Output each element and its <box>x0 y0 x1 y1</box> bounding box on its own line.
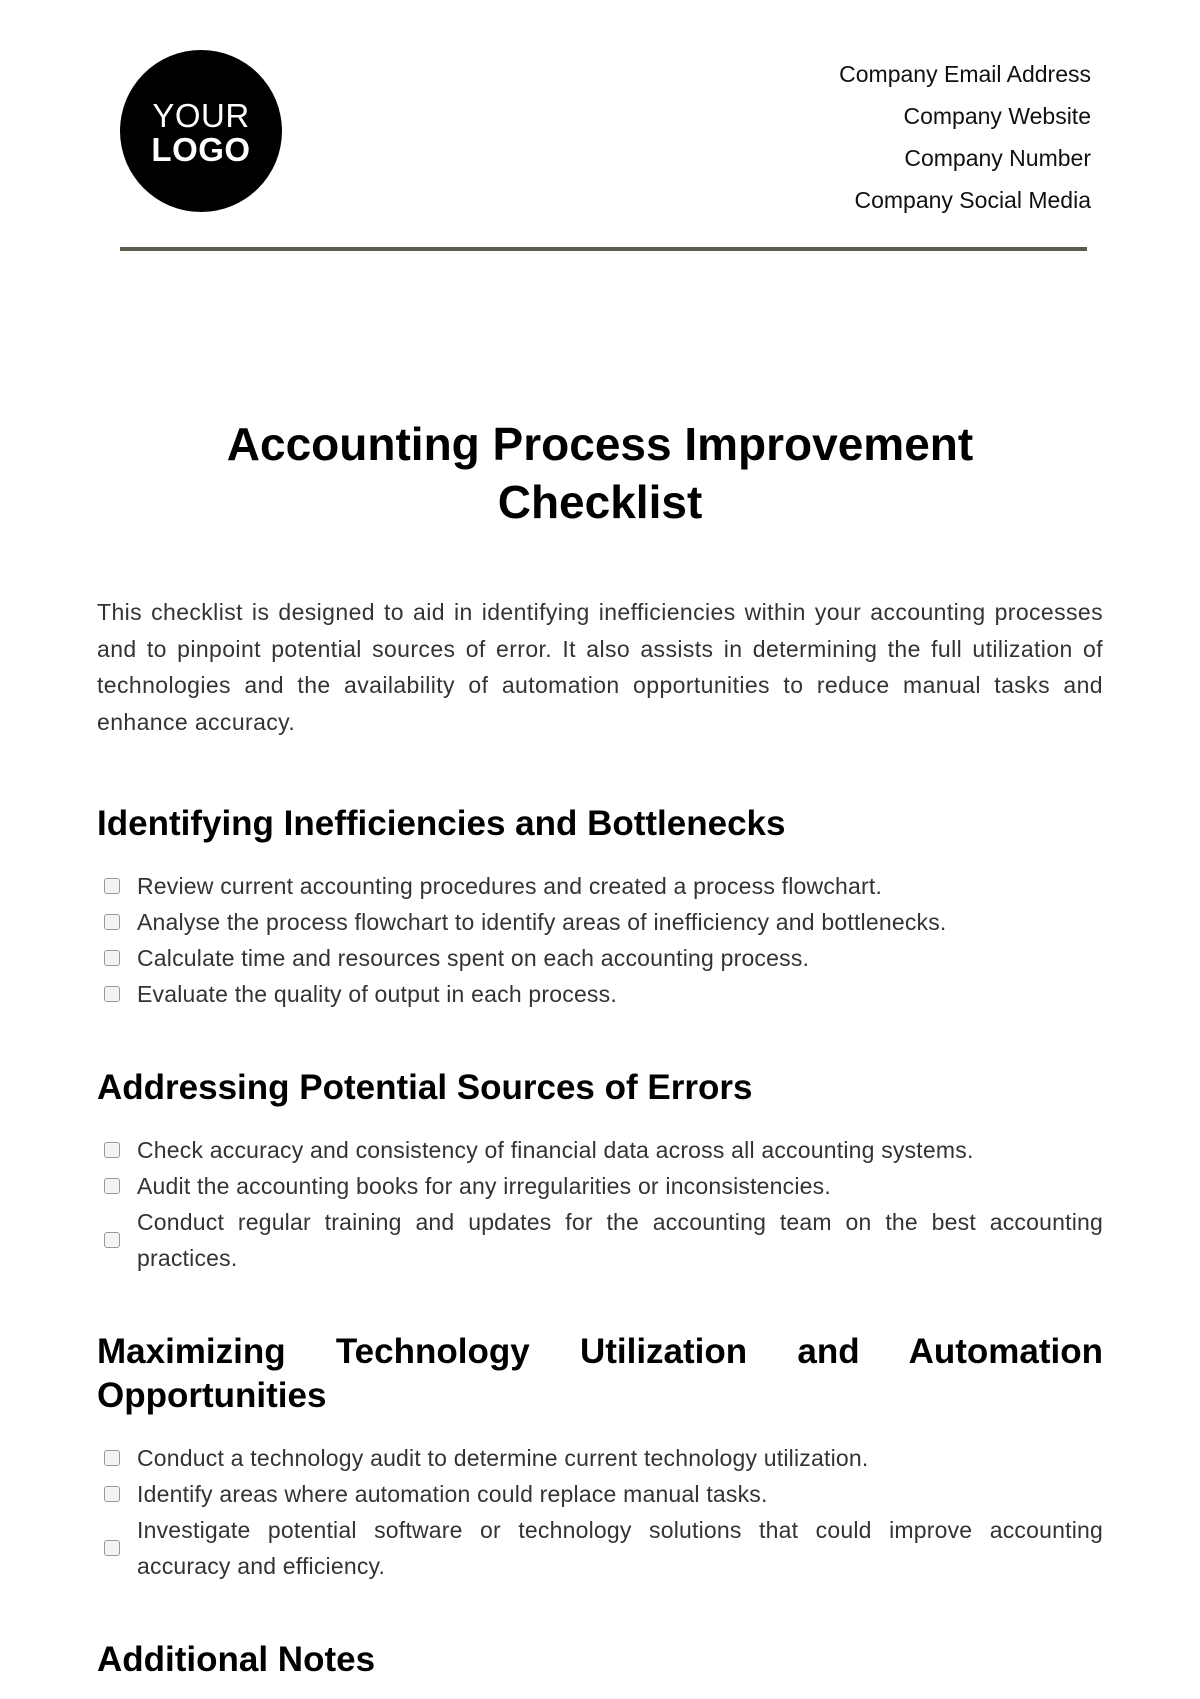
company-logo <box>120 50 282 212</box>
checkbox[interactable] <box>104 1178 120 1194</box>
checklist-item <box>97 1476 1103 1512</box>
checklist-item-text: Review current accounting procedures and created a process flowchart. <box>137 873 883 899</box>
checklist-inefficiencies <box>97 868 1103 1012</box>
checklist-item-text: Identify areas where automation could replace manual tasks. <box>137 1481 768 1507</box>
checkbox[interactable] <box>104 986 120 1002</box>
checklist-item <box>97 1440 1103 1476</box>
checkbox[interactable] <box>104 1540 120 1556</box>
checklist-item-text: Analyse the process flowchart to identify areas of inefficiency and bottlenecks. <box>137 909 947 935</box>
company-number: Company Number <box>904 145 1091 171</box>
section-heading-errors: Addressing Potential Sources of Errors <box>97 1068 753 1107</box>
document-title: Accounting Process Improvement Checklist <box>226 418 974 528</box>
checklist-item <box>97 976 1103 1012</box>
checkbox[interactable] <box>104 1486 120 1502</box>
checkbox[interactable] <box>104 1450 120 1466</box>
checklist-errors <box>97 1132 1103 1276</box>
document-body <box>97 594 1103 1682</box>
checklist-item <box>97 940 1103 976</box>
header-divider <box>120 247 1087 251</box>
checkbox[interactable] <box>104 914 120 930</box>
checklist-technology <box>97 1440 1103 1584</box>
checkbox[interactable] <box>104 878 120 894</box>
section-heading-inefficiencies: Identifying Inefficiencies and Bottlenecks <box>97 804 786 843</box>
checkbox[interactable] <box>104 1142 120 1158</box>
company-email: Company Email Address <box>839 61 1091 87</box>
company-contact-block <box>839 53 1091 221</box>
checkbox[interactable] <box>104 1232 120 1248</box>
checklist-item <box>97 1204 1103 1276</box>
intro-paragraph: This checklist is designed to aid in identifying inefficiencies within your accounting processes and to pinpoint potential sources of error. It also assists in determining the full utilization of technologies and the availability of automation opportunities to reduce manual tasks and enhance accuracy. <box>97 599 1103 735</box>
company-website: Company Website <box>903 103 1091 129</box>
checklist-item-text: Investigate potential software or technology solutions that could improve accounting accuracy and efficiency. <box>137 1517 1103 1579</box>
checklist-item <box>97 1132 1103 1168</box>
checklist-item <box>97 1168 1103 1204</box>
checklist-item <box>97 868 1103 904</box>
section-heading-technology: Maximizing Technology Utilization and Automation Opportunities <box>97 1332 1103 1415</box>
checklist-item <box>97 904 1103 940</box>
checkbox[interactable] <box>104 950 120 966</box>
logo-line-1: YOUR <box>152 96 250 134</box>
checklist-item-text: Conduct a technology audit to determine current technology utilization. <box>137 1445 869 1471</box>
section-heading-additional-notes: Additional Notes <box>97 1640 376 1679</box>
checklist-item-text: Audit the accounting books for any irregularities or inconsistencies. <box>137 1173 831 1199</box>
company-social-media: Company Social Media <box>854 187 1091 213</box>
logo-line-2: LOGO <box>151 130 251 168</box>
checklist-item-text: Evaluate the quality of output in each process. <box>137 981 617 1007</box>
checklist-item-text: Calculate time and resources spent on each accounting process. <box>137 945 810 971</box>
checklist-item <box>97 1512 1103 1584</box>
checklist-item-text: Check accuracy and consistency of financial data across all accounting systems. <box>137 1137 974 1163</box>
checklist-item-text: Conduct regular training and updates for the accounting team on the best accounting practices. <box>137 1209 1103 1271</box>
